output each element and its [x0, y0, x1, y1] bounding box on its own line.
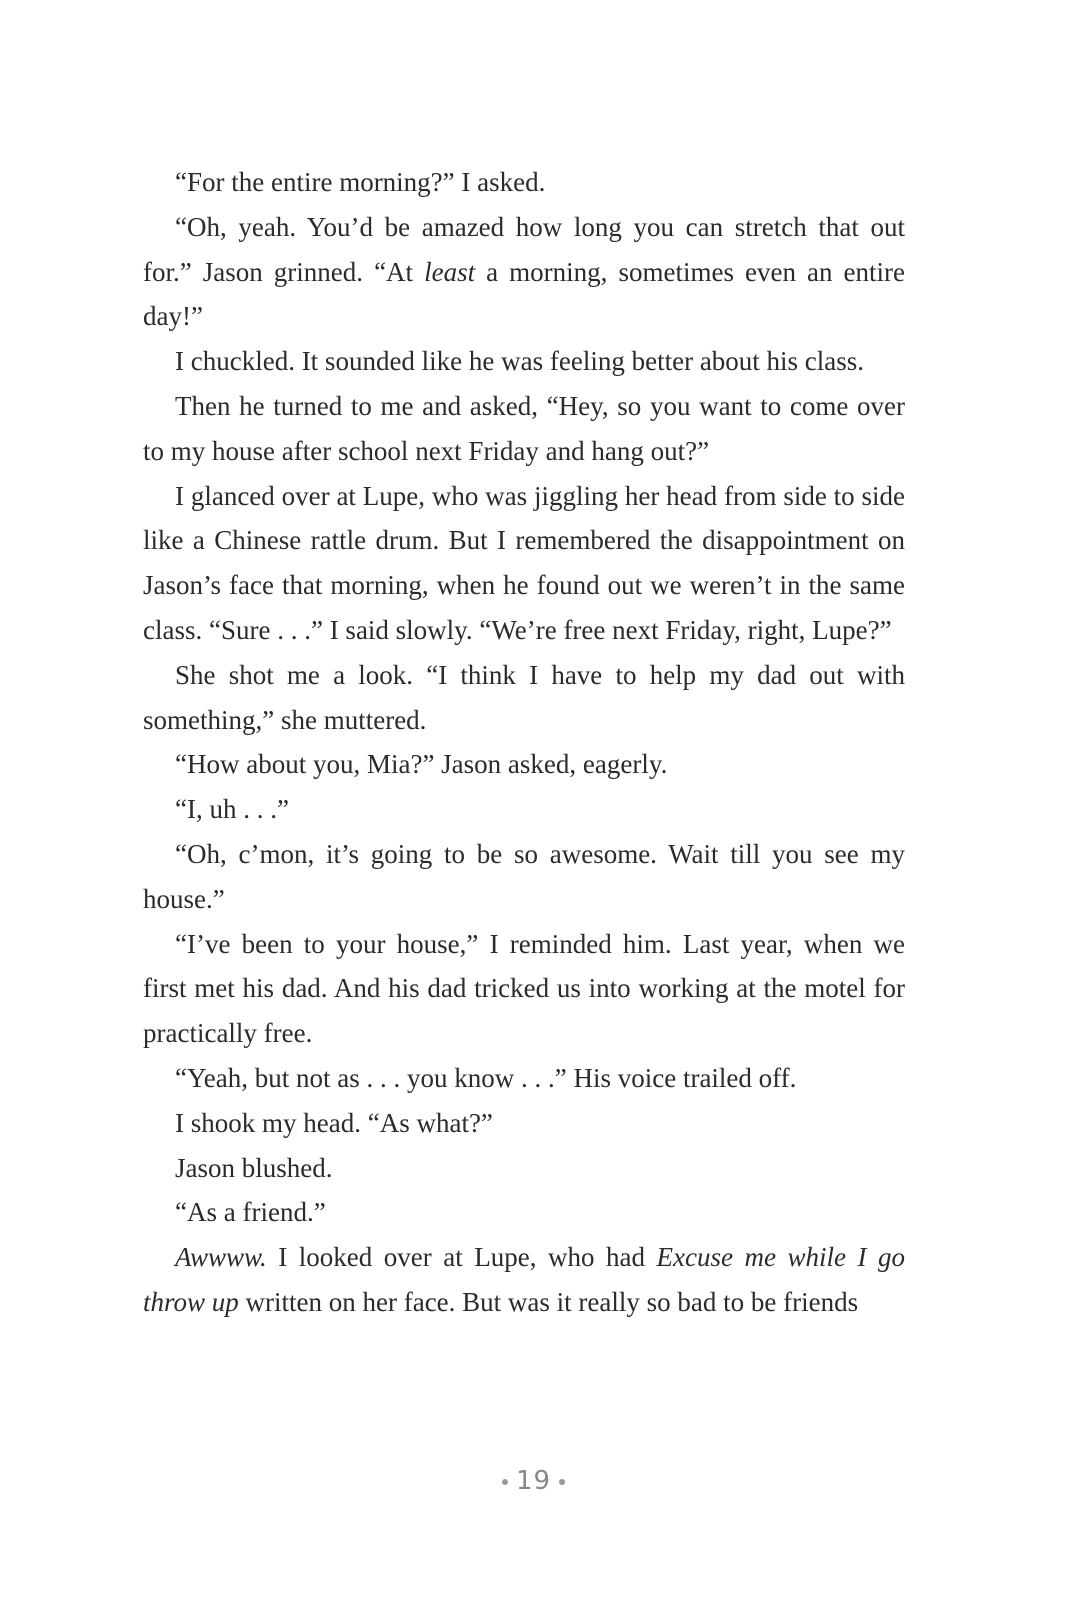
paragraph-emphasis: Excuse me while I go throw up	[143, 1242, 905, 1317]
paragraph: “For the entire morning?” I asked.	[175, 167, 546, 197]
paragraph: She shot me a look. “I think I have to help my dad out with something,” she muttered.	[143, 659, 905, 735]
paragraph: I glanced over at Lupe, who was jiggling her head from side to side like a Chinese rattle drum. But I remembered the disappointment on Jason’s face that morning, when he found out we weren’t in the same class. “Sure . . .” I said slowly. “We’re free next Friday, right, Lupe?”	[143, 480, 905, 645]
body-text	[143, 160, 905, 1325]
paragraph-text: a morning, sometimes even an entire day!”	[143, 256, 905, 332]
paragraph	[143, 1235, 905, 1325]
paragraph: “I’ve been to your house,” I reminded him. Last year, when we first met his dad. And his dad tricked us into working at the motel for practically free.	[143, 928, 905, 1049]
dot-icon	[559, 1479, 565, 1485]
paragraph: I chuckled. It sounded like he was feeling better about his class.	[175, 346, 865, 377]
paragraph-emphasis: Awwww.	[175, 1242, 267, 1273]
paragraph-text: written on her face. But was it really so bad to be friends	[238, 1286, 859, 1317]
paragraph: I shook my head. “As what?”	[175, 1107, 493, 1138]
paragraph-text: “Oh, yeah. You’d be amazed how long you can stretch that out for.” Jason grinned. “At	[143, 211, 905, 287]
paragraph: “I, uh . . .”	[175, 794, 289, 825]
paragraph: “Oh, c’mon, it’s going to be so awesome. Wait till you see my house.”	[143, 838, 905, 914]
paragraph	[143, 205, 905, 339]
paragraph: “As a friend.”	[175, 1197, 326, 1228]
paragraph-emphasis: least	[424, 256, 476, 287]
dot-icon	[502, 1479, 508, 1485]
page-number	[0, 1466, 1067, 1496]
paragraph: “Yeah, but not as . . . you know . . .” His voice trailed off.	[175, 1062, 797, 1093]
paragraph-text: I looked over at Lupe, who had	[266, 1242, 657, 1273]
page-number-value: 19	[515, 1466, 552, 1496]
paragraph: Jason blushed.	[175, 1152, 333, 1183]
paragraph: Then he turned to me and asked, “Hey, so you want to come over to my house after school next Friday and hang out?”	[143, 390, 905, 466]
paragraph: “How about you, Mia?” Jason asked, eagerly.	[175, 749, 668, 780]
